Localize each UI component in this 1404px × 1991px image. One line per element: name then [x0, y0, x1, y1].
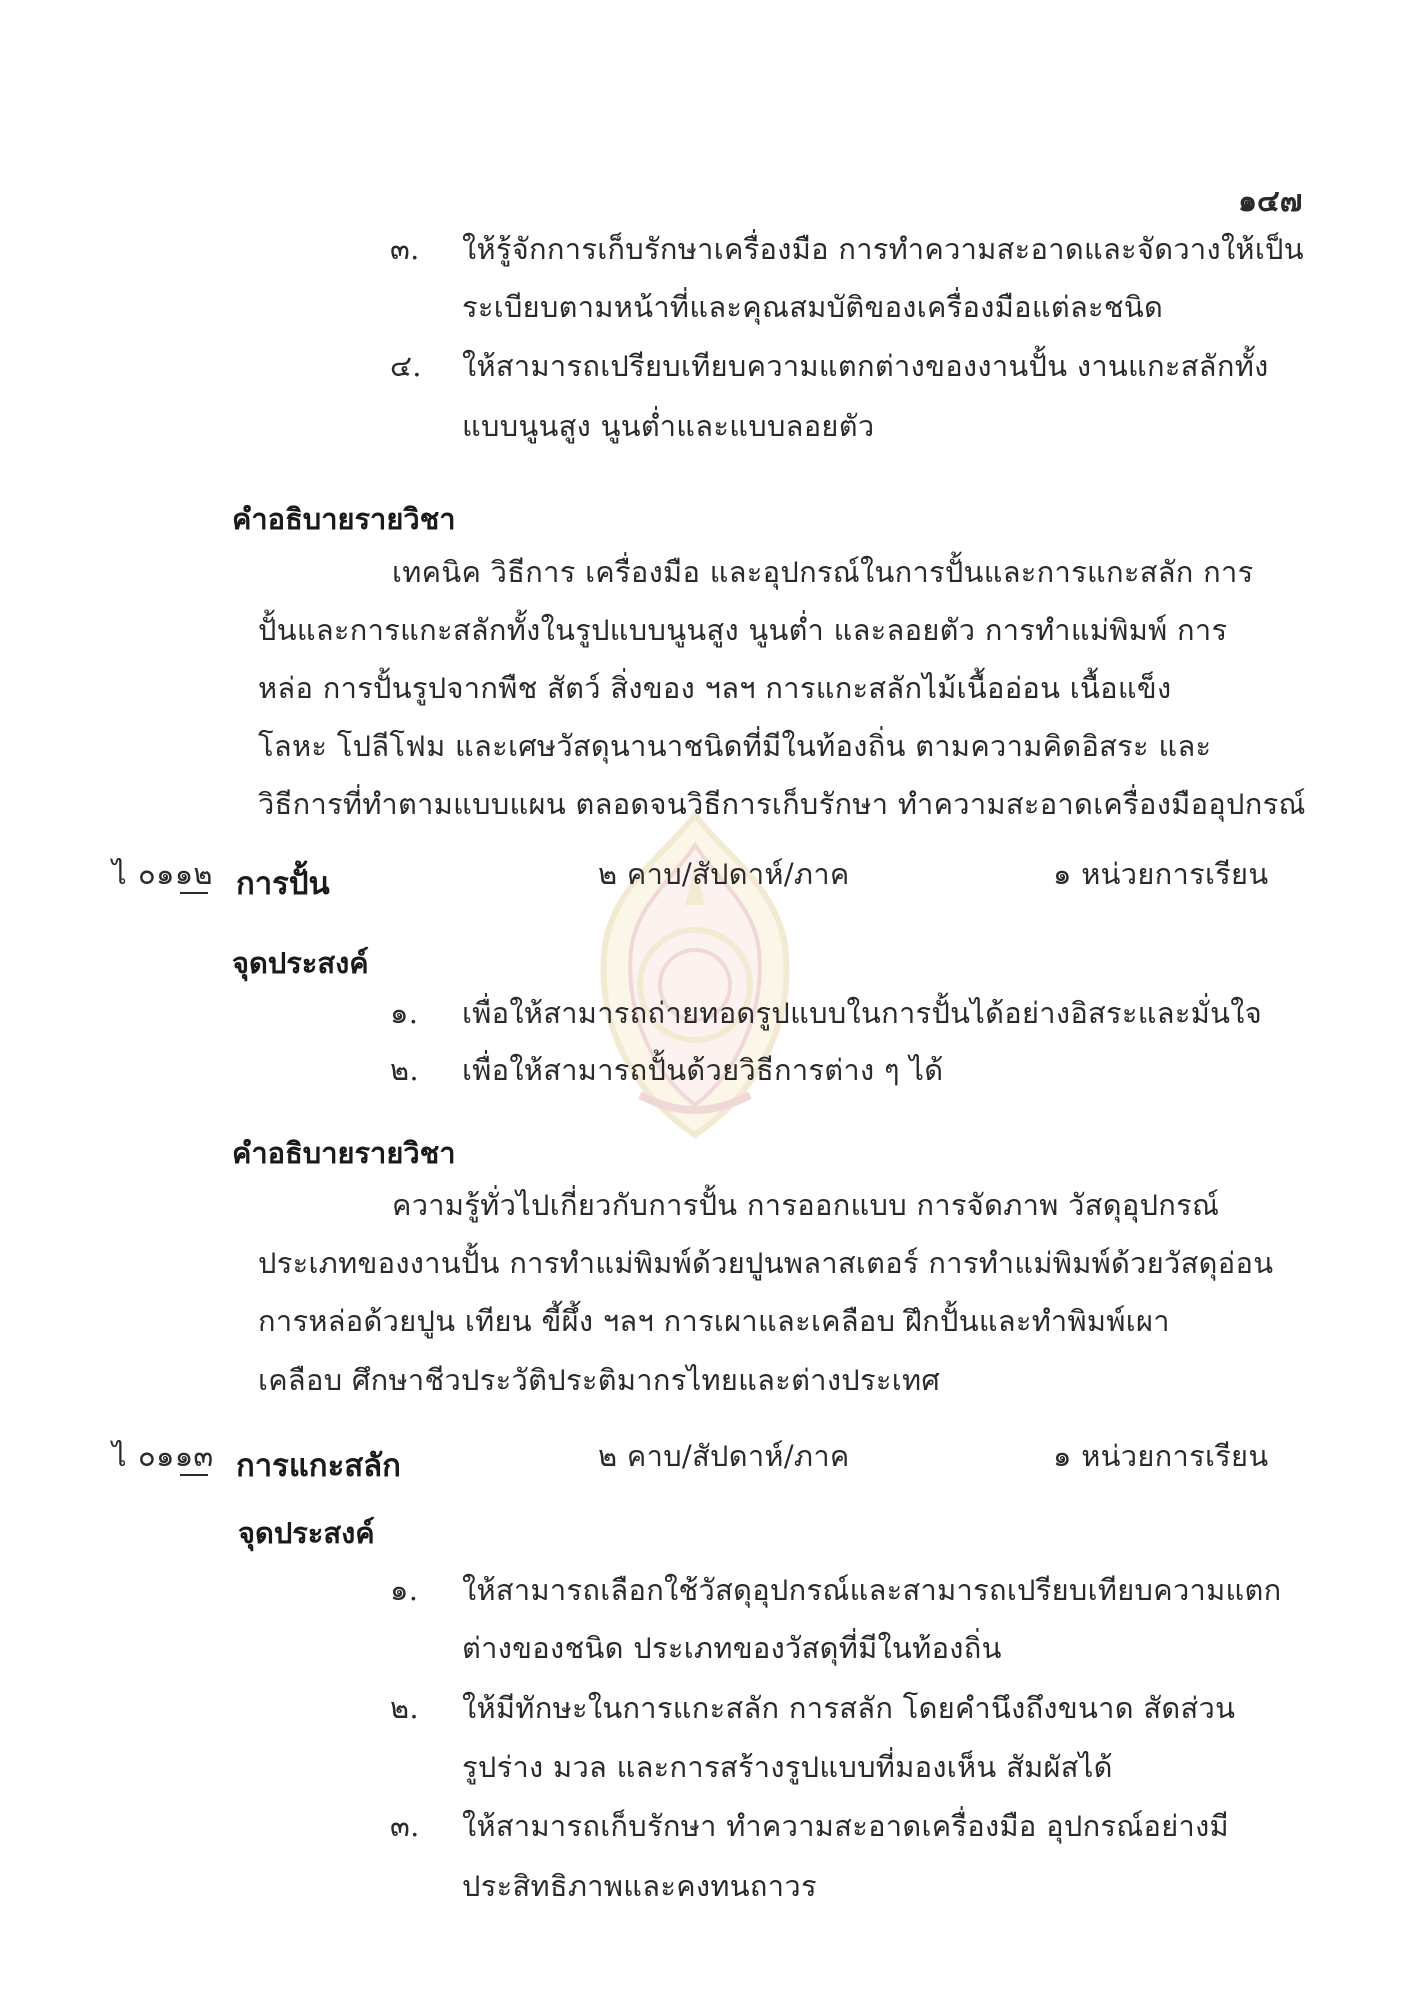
- objective-number: ๒.: [390, 1691, 419, 1725]
- objective-text: รูปร่าง มวล และการสร้างรูปแบบที่มองเห็น สัมผัสได้: [462, 1750, 1113, 1784]
- code-underline: [180, 892, 208, 894]
- section-heading: คำอธิบายรายวิชา: [232, 1136, 456, 1170]
- description-line: โลหะ โปลีโฟม และเศษวัสดุนานาชนิดที่มีในท้องถิ่น ตามความคิดอิสระ และ: [258, 729, 1212, 763]
- objective-text: ต่างของชนิด ประเภทของวัสดุที่มีในท้องถิ่น: [462, 1631, 1002, 1665]
- description-line: เคลือบ ศึกษาชีวประวัติประติมากรไทยและต่างประเทศ: [258, 1363, 941, 1397]
- objective-number: ๑.: [390, 996, 419, 1030]
- objective-text: ให้มีทักษะในการแกะสลัก การสลัก โดยคำนึงถึงขนาด สัดส่วน: [462, 1691, 1236, 1725]
- course-credits: ๑ หน่วยการเรียน: [1053, 1439, 1269, 1473]
- objective-number: ๑.: [390, 1573, 419, 1607]
- objective-text: ให้สามารถเปรียบเทียบความแตกต่างของงานปั้น งานแกะสลักทั้ง: [462, 349, 1269, 383]
- course-title: การแกะสลัก: [236, 1448, 401, 1484]
- course-title: การปั้น: [236, 866, 330, 902]
- description-line: เทคนิค วิธีการ เครื่องมือ และอุปกรณ์ในการปั้นและการแกะสลัก การ: [392, 555, 1254, 589]
- objective-number: ๓.: [390, 232, 420, 266]
- objective-text: ให้สามารถเก็บรักษา ทำความสะอาดเครื่องมือ อุปกรณ์อย่างมี: [462, 1809, 1229, 1843]
- objective-number: ๒.: [390, 1053, 419, 1087]
- description-line: วิธีการที่ทำตามแบบแผน ตลอดจนวิธีการเก็บรักษา ทำความสะอาดเครื่องมืออุปกรณ์: [258, 787, 1306, 821]
- objective-text: ให้สามารถเลือกใช้วัสดุอุปกรณ์และสามารถเปรียบเทียบความแตก: [462, 1573, 1282, 1607]
- objective-text: แบบนูนสูง นูนต่ำและแบบลอยตัว: [462, 409, 875, 443]
- objective-text: เพื่อให้สามารถถ่ายทอดรูปแบบในการปั้นได้อย่างอิสระและมั่นใจ: [462, 996, 1263, 1030]
- course-code-prefix: ไ: [112, 1439, 127, 1473]
- description-line: ความรู้ทั่วไปเกี่ยวกับการปั้น การออกแบบ การจัดภาพ วัสดุอุปกรณ์: [392, 1188, 1220, 1222]
- course-code: ๐๑๑๒: [138, 857, 213, 891]
- objectives-heading: จุดประสงค์: [238, 1516, 375, 1550]
- course-credits: ๑ หน่วยการเรียน: [1053, 857, 1269, 891]
- page-number: ๑๔๗: [1238, 184, 1303, 219]
- objectives-heading: จุดประสงค์: [232, 946, 369, 980]
- ministry-emblem-icon: [545, 795, 845, 1155]
- course-code-prefix: ไ: [112, 857, 127, 891]
- objective-number: ๔.: [390, 349, 422, 383]
- objective-text: เพื่อให้สามารถปั้นด้วยวิธีการต่าง ๆ ได้: [462, 1053, 944, 1087]
- objective-text: ให้รู้จักการเก็บรักษาเครื่องมือ การทำความสะอาดและจัดวางให้เป็น: [462, 232, 1304, 266]
- code-underline: [180, 1474, 208, 1476]
- description-line: ปั้นและการแกะสลักทั้งในรูปแบบนูนสูง นูนต่ำ และลอยตัว การทำแม่พิมพ์ การ: [258, 613, 1228, 647]
- description-line: ประเภทของงานปั้น การทำแม่พิมพ์ด้วยปูนพลาสเตอร์ การทำแม่พิมพ์ด้วยวัสดุอ่อน: [258, 1246, 1274, 1280]
- course-hours: ๒ คาบ/สัปดาห์/ภาค: [598, 857, 850, 891]
- course-code: ๐๑๑๓: [138, 1439, 214, 1473]
- description-line: หล่อ การปั้นรูปจากพืช สัตว์ สิ่งของ ฯลฯ การแกะสลักไม้เนื้ออ่อน เนื้อแข็ง: [258, 671, 1172, 705]
- objective-text: ระเบียบตามหน้าที่และคุณสมบัติของเครื่องมือแต่ละชนิด: [462, 290, 1164, 324]
- course-hours: ๒ คาบ/สัปดาห์/ภาค: [598, 1439, 850, 1473]
- objective-text: ประสิทธิภาพและคงทนถาวร: [462, 1869, 817, 1903]
- section-heading: คำอธิบายรายวิชา: [232, 502, 456, 536]
- description-line: การหล่อด้วยปูน เทียน ขี้ผึ้ง ฯลฯ การเผาและเคลือบ ฝึกปั้นและทำพิมพ์เผา: [258, 1304, 1170, 1338]
- objective-number: ๓.: [390, 1809, 420, 1843]
